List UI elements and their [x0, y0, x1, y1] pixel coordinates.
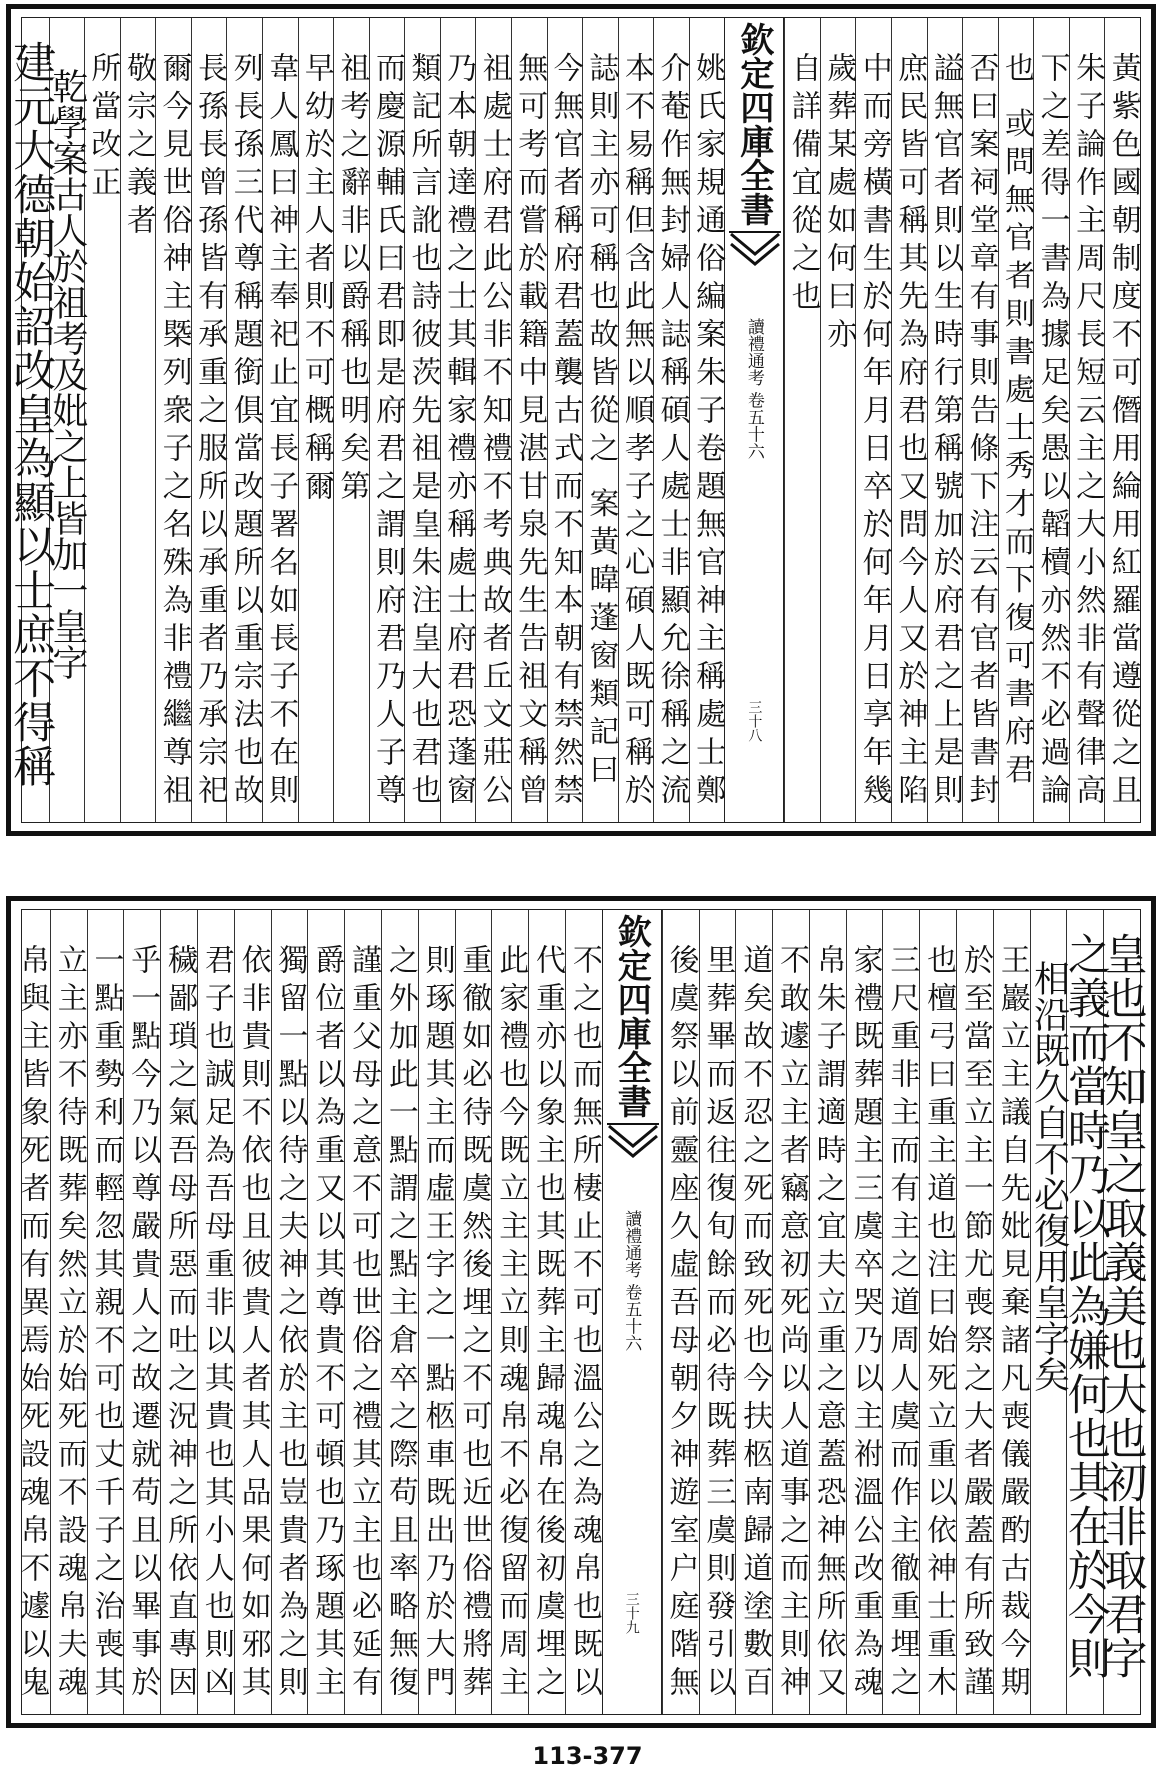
text-column: [891, 18, 927, 822]
page-bottom: [6, 896, 1156, 1728]
text-column: [197, 910, 234, 1714]
column-text: 立主亦不待既葬矣然立於始死而不設魂帛夫魂: [51, 944, 87, 1704]
page-top: [6, 4, 1156, 836]
text-column: [404, 18, 440, 822]
leaf-number: 三十九: [623, 1592, 640, 1634]
text-column: [735, 910, 772, 1714]
column-text: 謹重父母之意不可也世俗之禮其立主也必延有: [346, 944, 382, 1704]
column-text: 君子也誠足為吾母重非以其貴也其小人也則凶: [198, 944, 234, 1704]
text-column: [1060, 910, 1111, 1714]
column-text: 否曰案祠堂章有事則告條下注云有官者皆書封: [963, 52, 999, 812]
column-text: 韋人鳳曰神主奉祀止宜長子署名如長子不在則: [263, 52, 299, 812]
text-column: [1104, 18, 1140, 822]
text-column: [6, 18, 57, 822]
column-text: 早幼於主人者則不可概稱爾: [298, 52, 334, 508]
banner-title: 欽定四庫全書: [611, 914, 652, 1118]
text-column: [262, 18, 298, 822]
text-column: [298, 18, 334, 822]
column-text: 也檀弓曰重主道也注曰始死立重以依神士重木: [921, 944, 957, 1704]
column-text: 獨留一點以待之夫神之依於主也豈貴者為之則: [272, 944, 308, 1704]
text-column: [87, 910, 124, 1714]
column-text: 不之也而無所棲止不可也溫公之為魂帛也既以: [566, 944, 602, 1704]
fish-tail-mark-icon: [729, 230, 781, 270]
column-text: 本不易稱但含此無以順孝子之心碩人既可稱於: [618, 52, 654, 812]
text-column: [689, 18, 725, 822]
text-column: [123, 910, 160, 1714]
text-column: [919, 910, 956, 1714]
text-column: [772, 910, 809, 1714]
text-column: [618, 18, 654, 822]
text-column: [528, 910, 565, 1714]
column-text: 依非貴則不依也且彼貴人者其人品果何如邪其: [235, 944, 271, 1704]
column-text: 之外加此一點謂之點主倉卒之際苟且率略無復: [382, 944, 418, 1704]
column-text: 帛朱子謂適時之宜夫立重之意蓋恐神無所依又: [810, 944, 846, 1704]
column-text: 則琢題其主而虛王字之一點柩車既出乃於大門: [419, 944, 455, 1704]
text-column: [956, 910, 993, 1714]
column-text: 後虞祭以前靈座久虛吾母朝夕神遊室户庭階無: [663, 944, 699, 1704]
column-text: 重徹如必待既虞然後埋之不可也近世俗禮將葬: [456, 944, 492, 1704]
text-column: [475, 18, 511, 822]
column-text: 一點重勢利而輕忽其親不可也丈千子之治喪其: [88, 944, 124, 1704]
text-column: [155, 18, 191, 822]
text-column: [455, 910, 492, 1714]
column-text: 帛與主皆象死者而有異焉始死設魂帛不遽以鬼: [14, 944, 50, 1704]
column-text: 謚無官者則以生時行第稱號加於府君之上是則: [927, 52, 963, 812]
column-text: 介菴作無封婦人誌稱碩人處士非顯允徐稱之流: [654, 52, 690, 812]
text-column: [50, 910, 87, 1714]
text-column: [699, 910, 736, 1714]
column-text: 皇也不知皇之取義美也大也初非取君字: [1097, 932, 1148, 1680]
column-text: 下之差得一書為據足矣愚以韜櫝亦然不必過論: [1034, 52, 1070, 812]
column-text: 於至當至立主一節尤喪祭之大者嚴蓋有所致謹: [957, 944, 993, 1704]
column-text: 乎一點今乃以尊嚴貴人之故遷就苟且以畢事於: [125, 944, 161, 1704]
text-column: [809, 910, 846, 1714]
column-text: 所當改正: [85, 52, 121, 204]
column-text: 王巖立主議自先妣見棄諸凡喪儀嚴酌古裁今期: [994, 944, 1030, 1704]
text-column: [369, 18, 405, 822]
column-text: 敬宗之義者: [121, 52, 156, 242]
leaf-number: 三十八: [746, 700, 763, 742]
column-text: 黃紫色國朝制度不可僭用綸用紅羅當遵從之且: [1105, 52, 1141, 812]
page-frame: [14, 909, 1148, 1715]
column-text: 乾學案古人於祖考及妣之上皆加一皇字: [46, 68, 88, 680]
column-text: 而慶源輔氏曰君即是府君之謂則府君乃人子尊: [369, 52, 405, 812]
column-text: 代重亦以象主也其既葬主歸魂帛在後初虞埋之: [530, 944, 566, 1704]
column-text: 朱子論作主周尺長短云主之大小然非有聲律高: [1070, 52, 1106, 812]
column-text: 中而旁橫書生於何年月日卒於何年月日享年幾: [856, 52, 892, 812]
column-text: 爵位者以為重又以其尊貴不可頓也乃琢題其主: [309, 944, 345, 1704]
text-column: [1033, 18, 1069, 822]
column-text: 此家禮也今既立主主立則魂帛不必復留而周主: [493, 944, 529, 1704]
page-frame: [6, 17, 1141, 823]
text-column: [333, 18, 369, 822]
text-column: [191, 18, 227, 822]
column-text: 相沿既久自不必復用皇字矣: [1028, 960, 1070, 1392]
volume-label: 讀禮通考 卷五十六: [621, 1210, 642, 1352]
banner-column: [724, 18, 784, 822]
text-column: [307, 910, 344, 1714]
text-column: [84, 18, 120, 822]
text-column: [993, 910, 1030, 1714]
column-text: 長孫長曾孫皆有承重之服所以承重者乃承宗祀: [192, 52, 228, 812]
text-column: [271, 910, 308, 1714]
column-text: 穢鄙瑣之氣吾母所惡而吐之況神之所依直專因: [162, 944, 198, 1704]
text-column: [820, 18, 856, 822]
volume-label: 讀禮通考 卷五十六: [743, 318, 764, 460]
column-text: 祖處士府君此公非不知禮不考典故者丘文莊公: [476, 52, 512, 812]
text-column: [662, 910, 699, 1714]
text-column: [998, 18, 1034, 822]
column-text: 無可考而嘗於載籍中見湛甘泉先生告祖文稱曾: [512, 52, 548, 812]
text-column: [418, 910, 455, 1714]
text-column: [13, 910, 50, 1714]
banner-title: 欽定四庫全書: [733, 22, 774, 226]
column-text: 誌則主亦可稱也故皆從之 案黃暐蓬窗類記曰: [583, 52, 619, 792]
column-text: 今無官者稱府君蓋襲古式而不知本朝有禁然禁: [547, 52, 583, 812]
text-column: [547, 18, 583, 822]
text-column: [565, 910, 602, 1714]
page-number-footer: 113-377: [532, 1742, 643, 1770]
fish-tail-mark-icon: [607, 1122, 659, 1162]
column-text: 道矣故不忍之死而致死也今扶柩南歸道塗數百: [737, 944, 773, 1704]
text-column: [160, 910, 197, 1714]
text-column: [846, 910, 883, 1714]
text-column: [855, 18, 891, 822]
text-column: [234, 910, 271, 1714]
column-text: 姚氏家規通俗編案朱子卷題無官神主稱處士鄭: [690, 52, 726, 812]
column-text: 列長孫三代尊稱題銜俱當改題所以重宗法也故: [227, 52, 263, 812]
text-column: [1069, 18, 1105, 822]
column-text: 乃本朝達禮之士其輯家禮亦稱處士府君恐蓬窗: [441, 52, 477, 812]
column-text: 不敢遽立主者竊意初死尚以人道事之而主則神: [773, 944, 809, 1704]
column-text: 里葬畢而返往復旬餘而必待既葬三虞則發引以: [700, 944, 736, 1704]
text-column: [344, 910, 381, 1714]
text-column: [882, 910, 919, 1714]
column-text: 庶民皆可稱其先為府君也又問今人又於神主陷: [892, 52, 928, 812]
text-column: [381, 910, 418, 1714]
text-column: [1028, 910, 1070, 1714]
text-column: [120, 18, 156, 822]
column-text: 爾今見世俗神主槩列衆子之名殊為非禮繼尊祖: [156, 52, 192, 812]
text-column: [653, 18, 689, 822]
column-text: 之義而當時乃以此為嫌何也其在於今則: [1060, 932, 1111, 1680]
text-column: [440, 18, 476, 822]
text-column: [582, 18, 618, 822]
text-column: [784, 18, 820, 822]
column-text: 類記所言訛也詩彼茨先祖是皇朱注皇大也君也: [405, 52, 441, 812]
column-text: 家禮既葬題主三虞卒哭乃以主祔溫公改重為魂: [847, 944, 883, 1704]
text-column: [927, 18, 963, 822]
column-text: 歲葬某處如何曰亦: [821, 52, 857, 356]
banner-column: [602, 910, 662, 1714]
column-text: 三尺重非主而有主之道周人虞而作主徹重埋之: [884, 944, 920, 1704]
text-column: [491, 910, 528, 1714]
column-text: 也 或問無官者則書處士秀才而下復可書府君: [999, 52, 1035, 792]
column-text: 自詳備宜從之也: [785, 52, 821, 318]
text-column: [226, 18, 262, 822]
column-text: 建元大德朝始詔改皇為顯以士庶不得稱: [6, 40, 57, 788]
text-column: [511, 18, 547, 822]
column-text: 祖考之辭非以爵稱也明矣第: [334, 52, 370, 508]
text-column: [962, 18, 998, 822]
